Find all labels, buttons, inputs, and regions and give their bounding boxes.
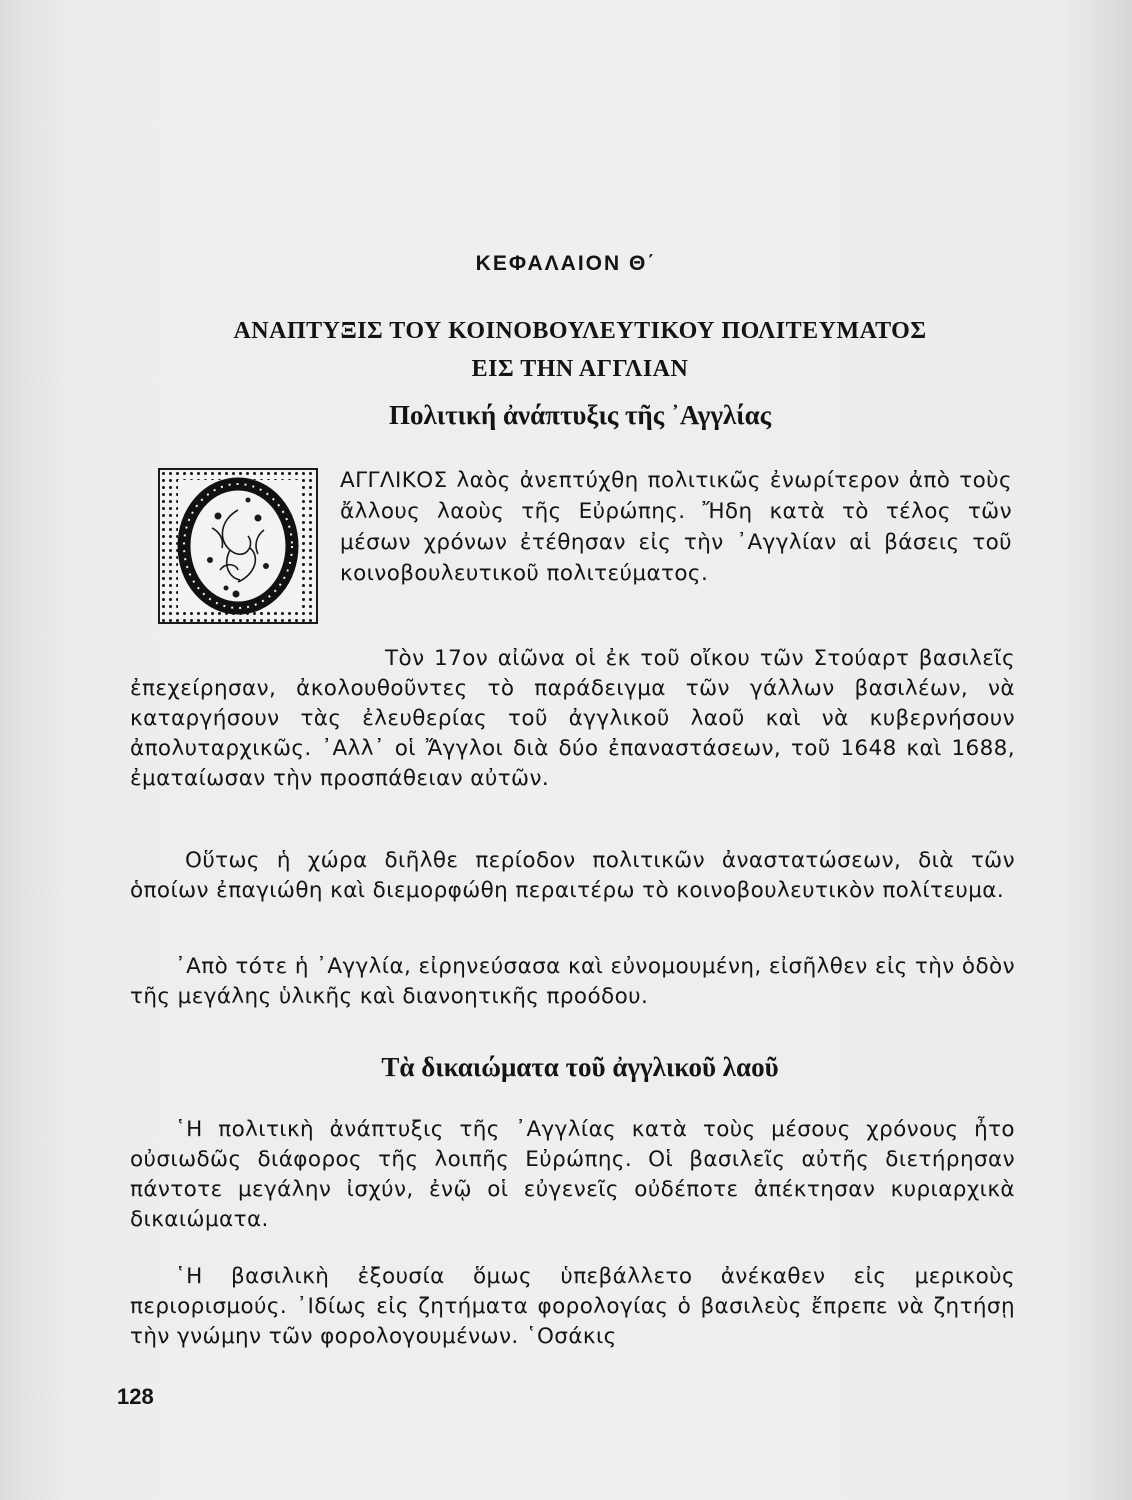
chapter-title-line-1: ΑΝΑΠΤΥΞΙΣ ΤΟΥ ΚΟΙΝΟΒΟΥΛΕΥΤΙΚΟΥ ΠΟΛΙΤΕΥΜΑΤΟΣ: [233, 318, 927, 344]
paragraph-royal-power: ῾Η βασιλικὴ ἐξουσία ὅμως ὑπεβάλλετο ἀνέκαθεν εἰς μερικοὺς περιορισμούς. ᾿Ιδίως εἰς ζητήματα φορολογίας ὁ βασιλεὺς ἔπρεπε νὰ ζητήσῃ τὴν γνώμην τῶν φορολογουμένων. ῾Οσάκις: [130, 1264, 1015, 1349]
ornamental-dropcap: [158, 468, 318, 624]
page-number: 128: [117, 1384, 154, 1409]
section-heading-political-development: Πολιτική ἀνάπτυξις τῆς ᾿Αγγλίας: [388, 400, 772, 430]
paragraph-stuarts: Τὸν 17ον αἰῶνα οἱ ἐκ τοῦ οἴκου τῶν Στούαρτ βασιλεῖς ἐπεχείρησαν, ἀκολουθοῦντες τὸ παράδειγμα τῶν γάλλων βασιλέων, νὰ καταργήσουν τὰς ἐλευθερίας τοῦ ἀγγλικοῦ λαοῦ καὶ νὰ κυβερνήσουν ἀπολυταρχικῶς. ᾿Αλλ᾿ οἱ Ἄγγλοι διὰ δύο ἐπαναστάσεων, τοῦ 1648 καὶ 1688, ἐματαίωσαν τὴν προσπάθειαν αὐτῶν.: [130, 646, 1015, 791]
chapter-title: [150, 312, 1010, 388]
section-heading-rights: Τὰ δικαιώματα τοῦ ἀγγλικοῦ λαοῦ: [381, 1052, 779, 1082]
paragraph-intro: ΑΓΓΛΙΚΟΣ λαὸς ἀνεπτύχθη πολιτικῶς ἐνωρίτερον ἀπὸ τοὺς ἄλλους λαοὺς τῆς Εὐρώπης. Ἤδη κατὰ τὸ τέλος τῶν μέσων χρόνων ἐτέθησαν εἰς τὴν ᾿Αγγλίαν αἱ βάσεις τοῦ κοινοβουλευτικοῦ πολιτεύματος.: [340, 468, 1012, 586]
paragraph-political-upheavals: Οὕτως ἡ χώρα διῆλθε περίοδον πολιτικῶν ἀναστατώσεων, διὰ τῶν ὁποίων ἐπαγιώθη καὶ διεμορφώθη περαιτέρω τὸ κοινοβουλευτικὸν πολίτευμα.: [130, 848, 1015, 903]
chapter-label: ΚΕΦΑΛΑΙΟΝ Θ΄: [475, 252, 657, 275]
chapter-title-line-2: ΕΙΣ ΤΗΝ ΑΓΓΛΙΑΝ: [471, 356, 689, 382]
dropcap-ornament: [160, 470, 316, 622]
paragraph-progress: ᾿Απὸ τότε ἡ ᾿Αγγλία, εἰρηνεύσασα καὶ εὐνομουμένη, εἰσῆλθεν εἰς τὴν ὁδὸν τῆς μεγάλης ὑλικῆς καὶ διανοητικῆς προόδου.: [130, 954, 1015, 1009]
paragraph-middle-ages: ῾Η πολιτικὴ ἀνάπτυξις τῆς ᾿Αγγλίας κατὰ τοὺς μέσους χρόνους ἦτο οὐσιωδῶς διάφορος τῆς λοιπῆς Εὐρώπης. Οἱ βασιλεῖς αὐτῆς διετήρησαν πάντοτε μεγάλην ἰσχύν, ἐνῷ οἱ εὐγενεῖς οὐδέποτε ἀπέκτησαν κυριαρχικὰ δικαιώματα.: [130, 1117, 1015, 1232]
